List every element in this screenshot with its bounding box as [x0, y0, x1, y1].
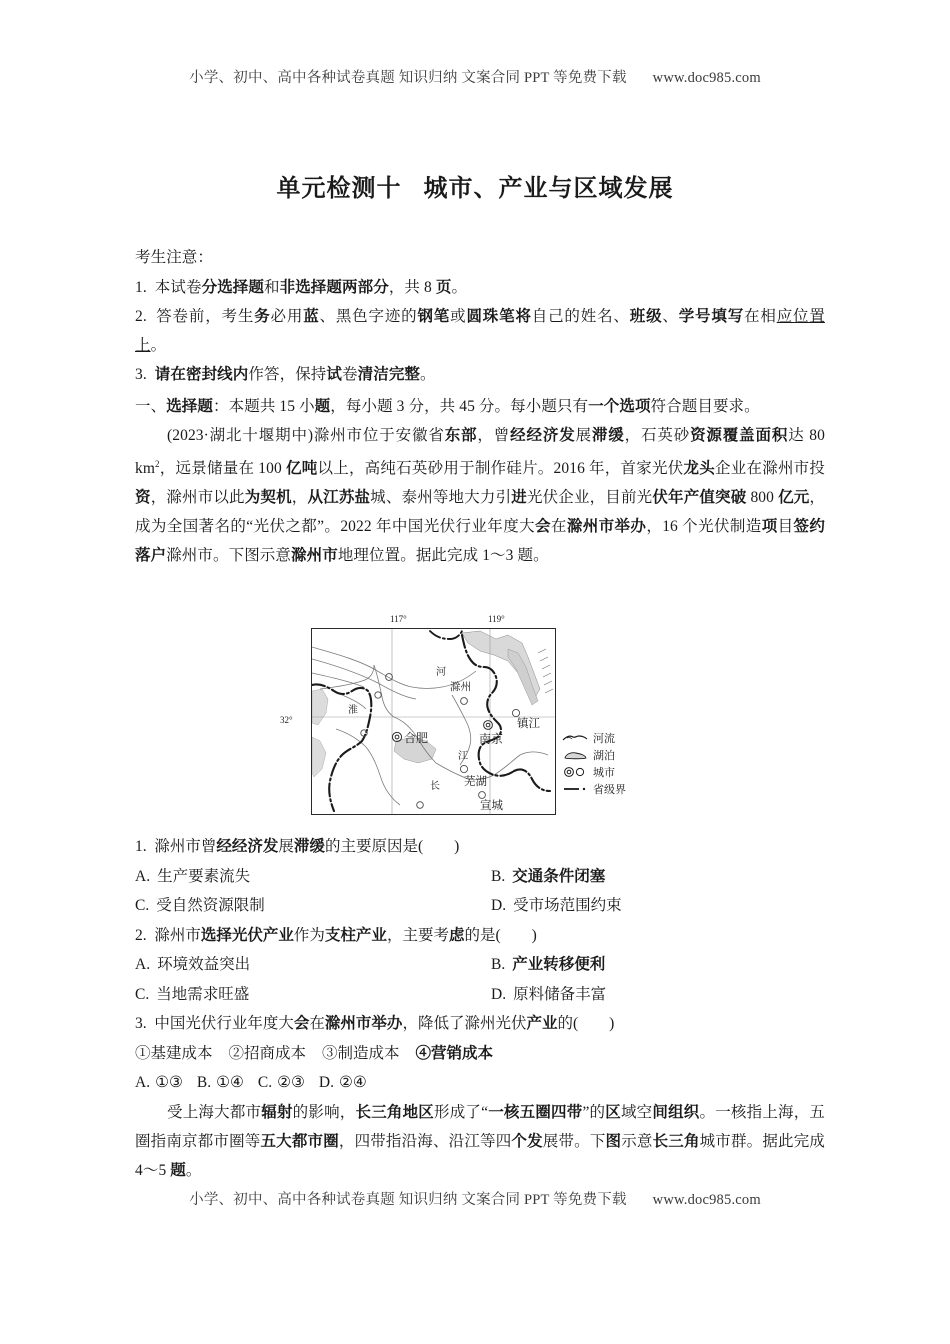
title-prefix: 单元检测十 — [276, 175, 402, 202]
option-text: 当地需求旺盛 — [156, 985, 250, 1003]
section-heading: 一、选择题：本题共 15 小题，每小题 3 分，共 45 分。每小题只有一个选项符合题目要求。 — [135, 398, 760, 415]
watermark-url: www.doc985.com — [652, 70, 761, 86]
map-city-label-hefei: 合肥 — [404, 731, 429, 745]
legend-label-city: 城市 — [593, 767, 615, 779]
map-legend — [561, 730, 645, 798]
option-label: C. — [135, 897, 150, 914]
question-1-stem: 1. 滁州市曾经经济发展滞缓的主要原因是( ) — [135, 838, 460, 855]
question-3-choice-b[interactable] — [197, 1074, 244, 1091]
city-icon — [561, 766, 589, 778]
question-3-choice-a[interactable] — [135, 1074, 183, 1091]
map-city-label-nanjing: 南京 — [479, 732, 504, 746]
question-3-choice-d[interactable] — [319, 1074, 367, 1091]
map-river-label-he: 河 — [436, 667, 446, 678]
header-watermark — [0, 66, 950, 87]
choice-text: ②③ — [277, 1074, 305, 1091]
passage-2-block — [135, 1098, 825, 1185]
option-text: 受自然资源限制 — [156, 897, 265, 914]
question-2-option-d[interactable] — [480, 980, 825, 1010]
option-label: C. — [135, 985, 150, 1003]
question-2-option-a[interactable] — [135, 950, 480, 980]
option-label: B. — [491, 956, 506, 973]
choice-text: ②④ — [338, 1074, 367, 1091]
question-1-option-b[interactable] — [480, 862, 825, 892]
option-label: A. — [135, 956, 151, 973]
option-label: A. — [135, 867, 151, 885]
map-river-label-huai: 淮 — [348, 705, 358, 716]
coast-hatch — [538, 649, 553, 693]
question-3-circled-options — [135, 1039, 825, 1069]
footer-watermark — [0, 1188, 950, 1209]
circled-option-4[interactable]: ④营销成本 — [415, 1044, 494, 1062]
map-canvas — [311, 628, 556, 815]
question-1-options-row-1 — [135, 862, 825, 892]
lake-icon — [561, 750, 589, 761]
choice-text: ①③ — [155, 1074, 183, 1091]
lake-shapes — [312, 631, 540, 777]
question-3-choices — [135, 1068, 825, 1098]
map-city-label-wuhu: 芜湖 — [464, 776, 487, 788]
map-figure — [0, 612, 950, 820]
exam-body — [135, 243, 825, 570]
choice-label: B. — [196, 1074, 212, 1091]
option-label: D. — [491, 897, 507, 914]
map-river-label-jiang: 江 — [458, 751, 468, 762]
title-main: 城市、产业与区域发展 — [423, 175, 674, 202]
legend-label-lake: 湖泊 — [593, 750, 615, 762]
choice-label: C. — [257, 1074, 273, 1091]
option-label: B. — [491, 867, 506, 885]
choice-label: D. — [318, 1074, 334, 1091]
legend-row-lake — [561, 747, 645, 763]
passage-1-source: (2023·湖北十堰期中) — [167, 427, 314, 444]
latitude-label-32: 32° — [280, 715, 293, 725]
question-1-option-a[interactable] — [135, 862, 480, 892]
notice-item-3: 3. 请在密封线内作答，保持试卷清洁完整。 — [135, 366, 436, 383]
legend-row-river — [561, 730, 645, 746]
notice-item-1: 1. 本试卷分选择题和非选择题两部分，共 8 页。 — [135, 279, 468, 296]
map-city-label-zhenjiang: 镇江 — [517, 718, 540, 730]
questions-block — [135, 832, 825, 1098]
question-2-option-b[interactable] — [480, 950, 825, 980]
circled-option-1[interactable]: ①基建成本 — [135, 1044, 213, 1062]
option-label: D. — [491, 985, 507, 1003]
question-1-option-c[interactable] — [135, 891, 480, 921]
legend-label-river: 河流 — [593, 733, 615, 745]
question-2-stem: 2. 滁州市选择光伏产业作为支柱产业，主要考虑的是( ) — [135, 926, 537, 944]
circled-option-3[interactable]: ③制造成本 — [322, 1044, 400, 1062]
question-2-options-row-1 — [135, 950, 825, 980]
page-title — [0, 168, 950, 203]
option-text: 生产要素流失 — [157, 867, 251, 885]
option-text: 交通条件闭塞 — [512, 867, 606, 885]
map-city-label-chuzhou: 滁州 — [450, 681, 471, 693]
option-text: 产业转移便利 — [512, 956, 606, 973]
boundary-icon — [561, 785, 589, 793]
choice-label: A. — [135, 1074, 151, 1091]
longitude-label-117: 117° — [390, 614, 407, 624]
circled-option-2[interactable]: ②招商成本 — [228, 1044, 307, 1062]
watermark-text: 小学、初中、高中各种试卷真题 知识归纳 文案合同 PPT 等免费下载 — [189, 1192, 627, 1208]
legend-label-boundary: 省级界 — [593, 784, 626, 796]
notice-item-2: 2. 答卷前，考生务必用蓝、黑色字迹的钢笔或圆珠笔将自己的姓名、班级、学号填写在相应位置上。 — [135, 308, 825, 354]
watermark-url: www.doc985.com — [652, 1192, 761, 1208]
option-text: 受市场范围约束 — [513, 897, 622, 914]
question-3-stem: 3. 中国光伏行业年度大会在滁州市举办，降低了滁州光伏产业的( ) — [135, 1015, 615, 1032]
map-river-label-chang: 长 — [430, 781, 440, 792]
passage-1: (2023·湖北十堰期中)滁州市位于安徽省东部，曾经经济发展滞缓，石英砂资源覆盖面积达 80 $km^2$，远景储量在 100 亿吨以上，高纯石英砂用于制作硅片。2016 年，首家光伏龙头企业在滁州市投资，滁州市以此为契机，从江苏盐城、泰州等地大力引进光伏企业，目前光伏年产值突破 800 亿元，成为全国著名的“光伏之都”。2022 年中国光伏行业年度大会在滁州市举办，16 个光伏制造项目签约落户滁州市。下图示意滁州市地理位置。据此完成 1～3 题。 — [135, 427, 826, 565]
longitude-label-119: 119° — [488, 614, 505, 624]
choice-text: ①④ — [216, 1074, 244, 1091]
river-icon — [561, 733, 589, 743]
legend-row-city — [561, 764, 645, 780]
notice-heading: 考生注意： — [135, 249, 214, 266]
watermark-text: 小学、初中、高中各种试卷真题 知识归纳 文案合同 PPT 等免费下载 — [189, 70, 627, 86]
option-text: 环境效益突出 — [157, 956, 251, 973]
legend-row-boundary — [561, 781, 645, 797]
question-1-option-d[interactable] — [480, 891, 825, 921]
province-boundary-north — [430, 631, 462, 639]
map-figure-inner — [280, 612, 645, 820]
passage-2: 受上海大都市辐射的影响，长三角地区形成了“一核五圈四带”的区域空间组织。一核指上海，五圈指南京都市圈等五大都市圈，四带指沿海、沿江等四个发展带。下图示意长三角城市群。据此完成 4～5 题。 — [135, 1104, 826, 1179]
question-2-option-c[interactable] — [135, 980, 480, 1010]
option-text: 原料储备丰富 — [513, 985, 607, 1003]
map-city-label-xuancheng: 宣城 — [480, 800, 503, 812]
question-1-options-row-2 — [135, 891, 825, 921]
question-3-choice-c[interactable] — [258, 1074, 305, 1091]
question-2-options-row-2 — [135, 980, 825, 1010]
